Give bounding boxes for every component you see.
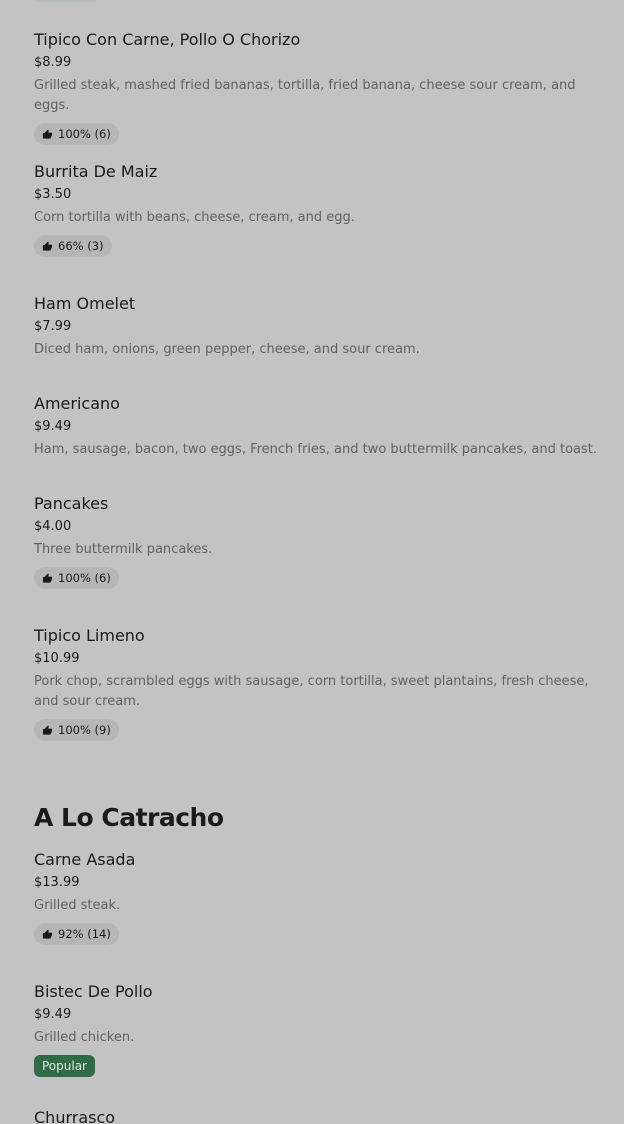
menu-item[interactable]	[34, 494, 606, 589]
rating-text: 100% (6)	[58, 127, 111, 141]
item-name: Bistec De Pollo	[34, 982, 153, 1001]
rating-badge	[34, 235, 112, 257]
item-name: Churrasco	[34, 1108, 116, 1124]
menu-item[interactable]	[34, 626, 606, 741]
rating-text: 66% (3)	[58, 239, 104, 253]
rating-text: 92% (14)	[58, 927, 111, 941]
item-description: Ham, sausage, bacon, two eggs, French fries, and two buttermilk pancakes, and toast.	[34, 442, 598, 457]
item-price: $3.50	[34, 187, 72, 202]
item-name: Pancakes	[34, 494, 109, 513]
thumbs-up-icon	[42, 725, 53, 736]
popular-badge: Popular	[34, 1055, 95, 1077]
section-title: A Lo Catracho	[34, 803, 224, 832]
thumbs-up-icon	[42, 929, 53, 940]
rating-badge	[34, 123, 119, 145]
menu-item[interactable]	[34, 1108, 606, 1124]
item-name: Americano	[34, 394, 120, 413]
item-name: Tipico Con Carne, Pollo O Chorizo	[34, 30, 301, 49]
item-price: $9.49	[34, 1007, 72, 1022]
menu-item[interactable]	[34, 30, 606, 145]
item-price: $7.99	[34, 319, 72, 334]
rating-badge	[34, 719, 119, 741]
item-description: Pork chop, scrambled eggs with sausage, corn tortilla, sweet plantains, fresh cheese, and sour cream.	[34, 674, 589, 709]
rating-badge	[34, 923, 119, 945]
item-description: Grilled chicken.	[34, 1030, 135, 1045]
item-price: $13.99	[34, 875, 80, 890]
item-name: Carne Asada	[34, 850, 136, 869]
menu-item[interactable]	[34, 850, 606, 945]
thumbs-up-icon	[42, 241, 53, 252]
menu-item[interactable]	[34, 162, 606, 257]
rating-text: 100% (9)	[58, 723, 111, 737]
item-description: Corn tortilla with beans, cheese, cream, and egg.	[34, 210, 355, 225]
item-price: $10.99	[34, 651, 80, 666]
rating-text: 100% (6)	[58, 571, 111, 585]
item-description: Grilled steak, mashed fried bananas, tortilla, fried banana, cheese sour cream, and eggs.	[34, 78, 576, 113]
item-name: Burrita De Maiz	[34, 162, 158, 181]
item-name: Ham Omelet	[34, 294, 136, 313]
item-price: $9.49	[34, 419, 72, 434]
item-description: Diced ham, onions, green pepper, cheese, and sour cream.	[34, 342, 420, 357]
item-description: Three buttermilk pancakes.	[34, 542, 213, 557]
item-price: $4.00	[34, 519, 72, 534]
thumbs-up-icon	[42, 129, 53, 140]
previous-item-badge-edge	[34, 0, 98, 2]
menu-item[interactable]	[34, 294, 606, 360]
thumbs-up-icon	[42, 573, 53, 584]
item-description: Grilled steak.	[34, 898, 121, 913]
item-name: Tipico Limeno	[34, 626, 145, 645]
menu-item[interactable]	[34, 982, 606, 1077]
item-price: $8.99	[34, 55, 72, 70]
rating-badge	[34, 567, 119, 589]
menu-item[interactable]	[34, 394, 606, 460]
